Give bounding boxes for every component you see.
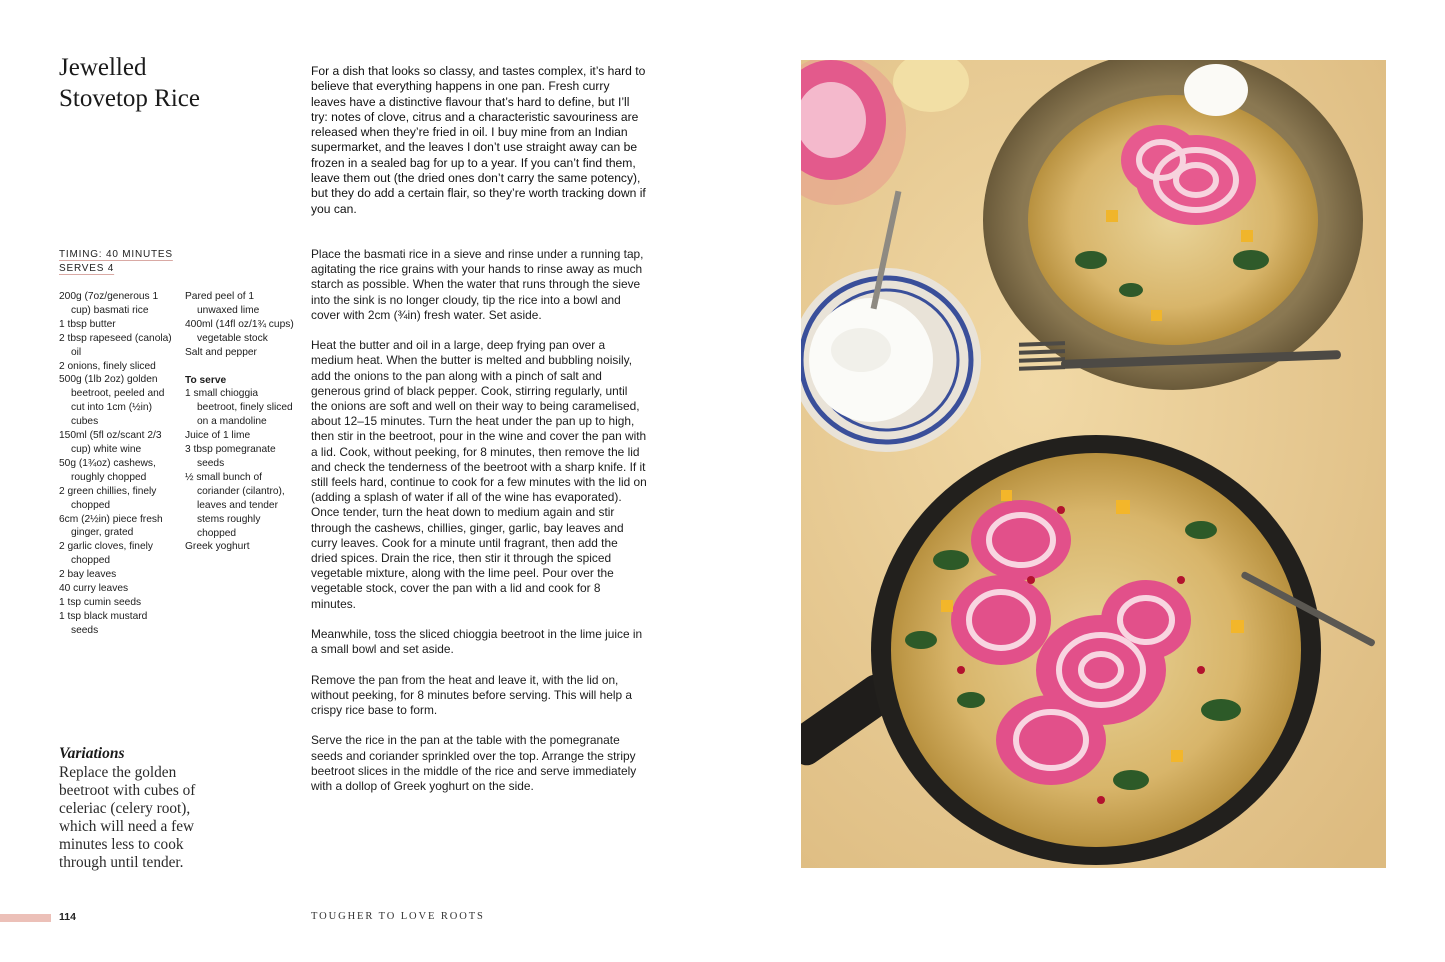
to-serve-item: 1 small chioggia beetroot, finely sliced on a mandoline [185,388,293,428]
ingredient-item: 40 curry leaves [59,583,129,595]
ingredient-item: 2 onions, finely sliced [59,360,156,372]
ingredient-item: 200g (7oz/generous 1 cup) basmati rice [59,291,159,316]
footer-accent-bar [0,914,51,922]
ingredients-column-right [185,290,297,554]
chapter-title: TOUGHER TO LOVE ROOTS [311,911,485,922]
ingredient-item: Salt and pepper [185,346,257,358]
method-step: Heat the butter and oil in a large, deep frying pan over a medium heat. When the butter is melted and bubbling noisily, add the onions to the pan along with a pinch of salt and generous grind of black pepper. Cook, stirring regularly, until the onions are soft and well on their way to being caramelised, about 12–15 minutes. Turn the heat under the pan up to high, then stir in the beetroot, pour in the wine and cover the pan with a lid. Cook, without peeking, for 8 minutes, then remove the lid and check the tenderness of the beetroot with a sharp knife. If it still feels hard, continue to cook for a few minutes with the lid on (adding a splash of water if all of the wine has evaporated). Once tender, turn the heat down to medium again and stir through the cashews, chillies, ginger, garlic, bay leaves and curry leaves. Cook for a minute until fragrant, then add the dried spices. Drain the rice, then stir it through the spiced vegetable mixture, along with the lime peel. Pour over the vegetable stock, cover the pan with a lid and cook for 8 minutes. [311,338,647,611]
recipe-title-line1: Jewelled [59,54,147,81]
recipe-title [59,52,289,114]
timing-label: TIMING: 40 MINUTES [59,249,173,260]
ingredient-item: 500g (1lb 2oz) golden beetroot, peeled and cut into 1cm (½in) cubes [59,374,165,428]
method-step: Place the basmati rice in a sieve and rinse under a running tap, agitating the rice grains with your hands to rinse away as much starch as possible. When the water that runs through the sieve into the sink is no longer cloudy, tip the rice into a bowl and cover with 2cm (¾in) fresh water. Set aside. [311,247,644,322]
ingredient-item: 2 green chillies, finely chopped [59,485,157,511]
ingredient-item: 6cm (2½in) piece fresh ginger, grated [59,513,163,539]
to-serve-item: Greek yoghurt [185,541,250,553]
ingredient-item: Pared peel of 1 unwaxed lime [185,291,260,316]
ingredient-item: 2 bay leaves [59,569,117,581]
recipe-intro: For a dish that looks so classy, and tastes complex, it’s hard to believe that everything happens in one pan. Fresh curry leaves have a distinctive flavour that’s hard to define, but I’ll try: notes of clove, citrus and a characteristic savouriness are released when they’re fried in oil. I buy mine from an Indian supermarket, and the leaves I don’t use straight away can be frozen in a sealed bag for up to a year. If you can’t find them, leave them out (the dried ones don’t carry the same potency), but they do add a certain flair, so they’re worth tracking down if you can. [311,64,646,216]
ingredient-item: 150ml (5fl oz/scant 2/3 cup) white wine [59,430,162,455]
to-serve-item: ½ small bunch of coriander (cilantro), leaves and tender stems roughly chopped [185,471,285,539]
ingredient-item: 1 tsp cumin seeds [59,596,142,608]
ingredient-item: 2 garlic cloves, finely chopped [59,541,153,567]
dish-photo [801,60,1386,868]
ingredients-column-left [59,290,177,638]
to-serve-item: Juice of 1 lime [185,430,251,442]
serves-label: SERVES 4 [59,263,115,274]
ingredient-item: 2 tbsp rapeseed (canola) oil [59,332,172,358]
to-serve-item: 3 tbsp pomegranate seeds [185,444,276,469]
method-step: Serve the rice in the pan at the table with the pomegranate seeds and coriander sprinkled over the top. Arrange the stripy beetroot slices in the middle of the rice and serve immediately with a dollop of Greek yoghurt on the side. [311,733,637,794]
ingredient-item: 1 tsp black mustard seeds [59,610,148,636]
method-steps [311,247,647,809]
ingredient-item: 1 tbsp butter [59,318,116,330]
page-number: 114 [59,911,76,923]
top-plate [983,60,1363,390]
method-step: Remove the pan from the heat and leave it, with the lid on, without peeking, for 8 minutes before serving. This will help a crispy rice base to form. [311,672,632,718]
variations-text: Replace the golden beetroot with cubes of celeriac (celery root), which will need a few minutes less to cook through until tender. [59,764,196,871]
recipe-meta [59,248,173,276]
to-serve-heading: To serve [185,374,227,386]
ingredient-item: 50g (1¾oz) cashews, roughly chopped [59,457,156,483]
recipe-title-line2: Stovetop Rice [59,85,200,112]
ingredient-item: 400ml (14fl oz/1¾ cups) vegetable stock [185,318,294,344]
method-step: Meanwhile, toss the sliced chioggia beetroot in the lime juice in a small bowl and set aside. [311,627,643,657]
variations-heading: Variations [59,745,125,762]
